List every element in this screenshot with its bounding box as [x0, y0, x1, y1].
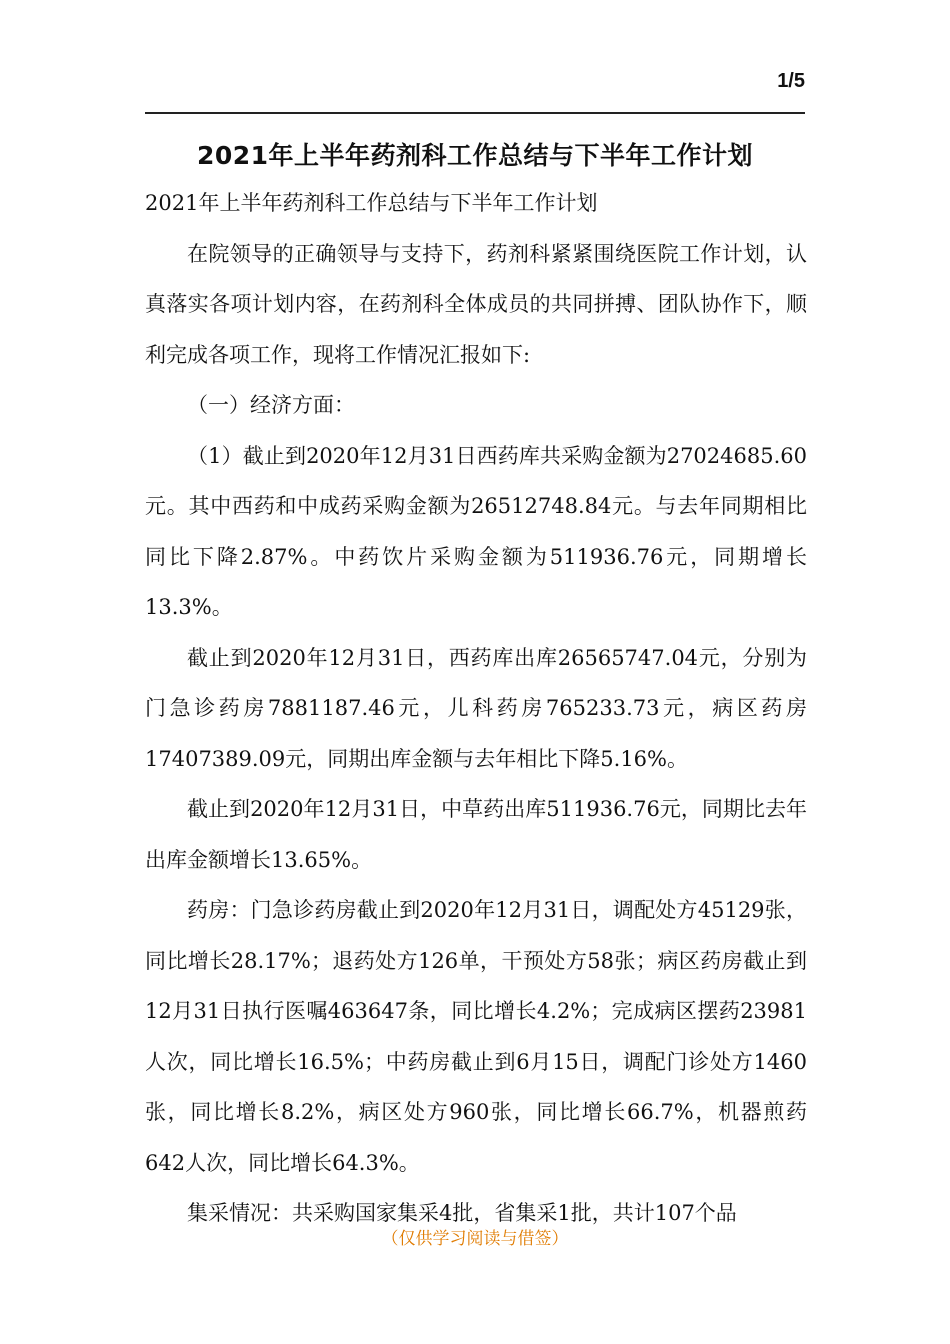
header-rule [145, 112, 805, 114]
paragraph-subtitle: 2021年上半年药剂科工作总结与下半年工作计划 [145, 191, 598, 215]
paragraph-outbound-western: 截止到2020年12月31日，西药库出库26565747.04元，分别为门急诊药房7881187.46元，儿科药房765233.73元，病区药房17407389.09元，同期出库金额与去年相比下降5.16%。 [145, 645, 807, 771]
paragraph-outbound-herbal: 截止到2020年12月31日，中草药出库511936.76元，同期比去年出库金额增长13.65%。 [145, 797, 807, 872]
paragraph-pharmacy: 药房：门急诊药房截止到2020年12月31日，调配处方45129张，同比增长28.17%；退药处方126单，干预处方58张；病区药房截止到12月31日执行医嘱463647条，同比增长4.2%；完成病区摆药23981人次，同比增长16.5%；中药房截止到6月15日，调配门诊处方1460张，同比增长8.2%，病区处方960张，同比增长66.7%，机器煎药642人次，同比增长64.3%。 [145, 898, 807, 1175]
document-body [145, 178, 807, 1239]
document-title: 2021年上半年药剂科工作总结与下半年工作计划 [196, 141, 754, 170]
footer-note: （仅供学习阅读与借签） [381, 1229, 569, 1249]
paragraph-procurement: 集采情况：共采购国家集采4批，省集采1批，共计107个品 [187, 1201, 737, 1225]
paragraph-section-economy: （一）经济方面： [187, 393, 355, 417]
paragraph-purchase: （1）截止到2020年12月31日西药库共采购金额为27024685.60元。其中西药和中成药采购金额为26512748.84元。与去年同期相比同比下降2.87%。中药饮片采购金额为511936.76元，同期增长13.3%。 [145, 443, 807, 619]
page-number: 1/5 [777, 70, 805, 92]
paragraph-intro: 在院领导的正确领导与支持下，药剂科紧紧围绕医院工作计划，认真落实各项计划内容，在药剂科全体成员的共同拼搏、团队协作下，顺利完成各项工作，现将工作情况汇报如下: [145, 241, 807, 367]
